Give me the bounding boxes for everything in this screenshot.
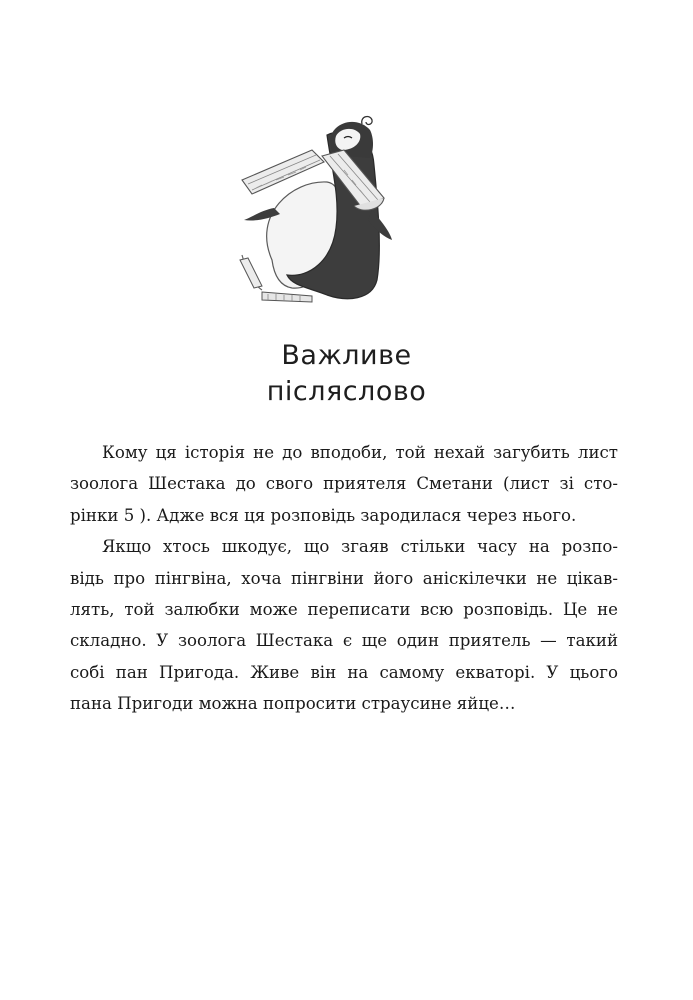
paragraph-line: собі пан Пригода. Живе він на самому екваторі. У цього	[70, 662, 618, 682]
afterword-text	[70, 437, 618, 720]
paragraph-2	[70, 531, 618, 719]
page-heading	[0, 338, 693, 410]
paragraph-line: Якщо хтось шкодує, що згаяв стільки часу на розпо-	[102, 537, 618, 557]
paragraph-line: пана Пригоди можна попросити страусине яйце…	[70, 694, 516, 714]
paragraph-line: відь про пінгвіна, хоча пінгвіни його аніскілечки не цікав-	[70, 568, 618, 588]
paragraph-line: Кому ця історія не до вподоби, той нехай загубить лист	[102, 443, 618, 462]
paragraph-line: складно. У зоолога Шестака є ще один приятель — такий	[70, 631, 618, 651]
paragraph-1	[70, 437, 618, 531]
paragraph-line: лять, той залюбки може переписати всю розповідь. Це не	[70, 599, 618, 619]
heading-line-2: післяслово	[266, 376, 427, 407]
paragraph-line: зоолога Шестака до свого приятеля Сметани (лист зі сто-	[70, 474, 618, 494]
heading-line-1: Важливе	[281, 340, 412, 371]
paragraph-line: рінки 5 ). Адже вся ця розповідь зародилася через нього.	[70, 505, 577, 525]
penguin-with-newspaper-illustration	[232, 110, 447, 310]
